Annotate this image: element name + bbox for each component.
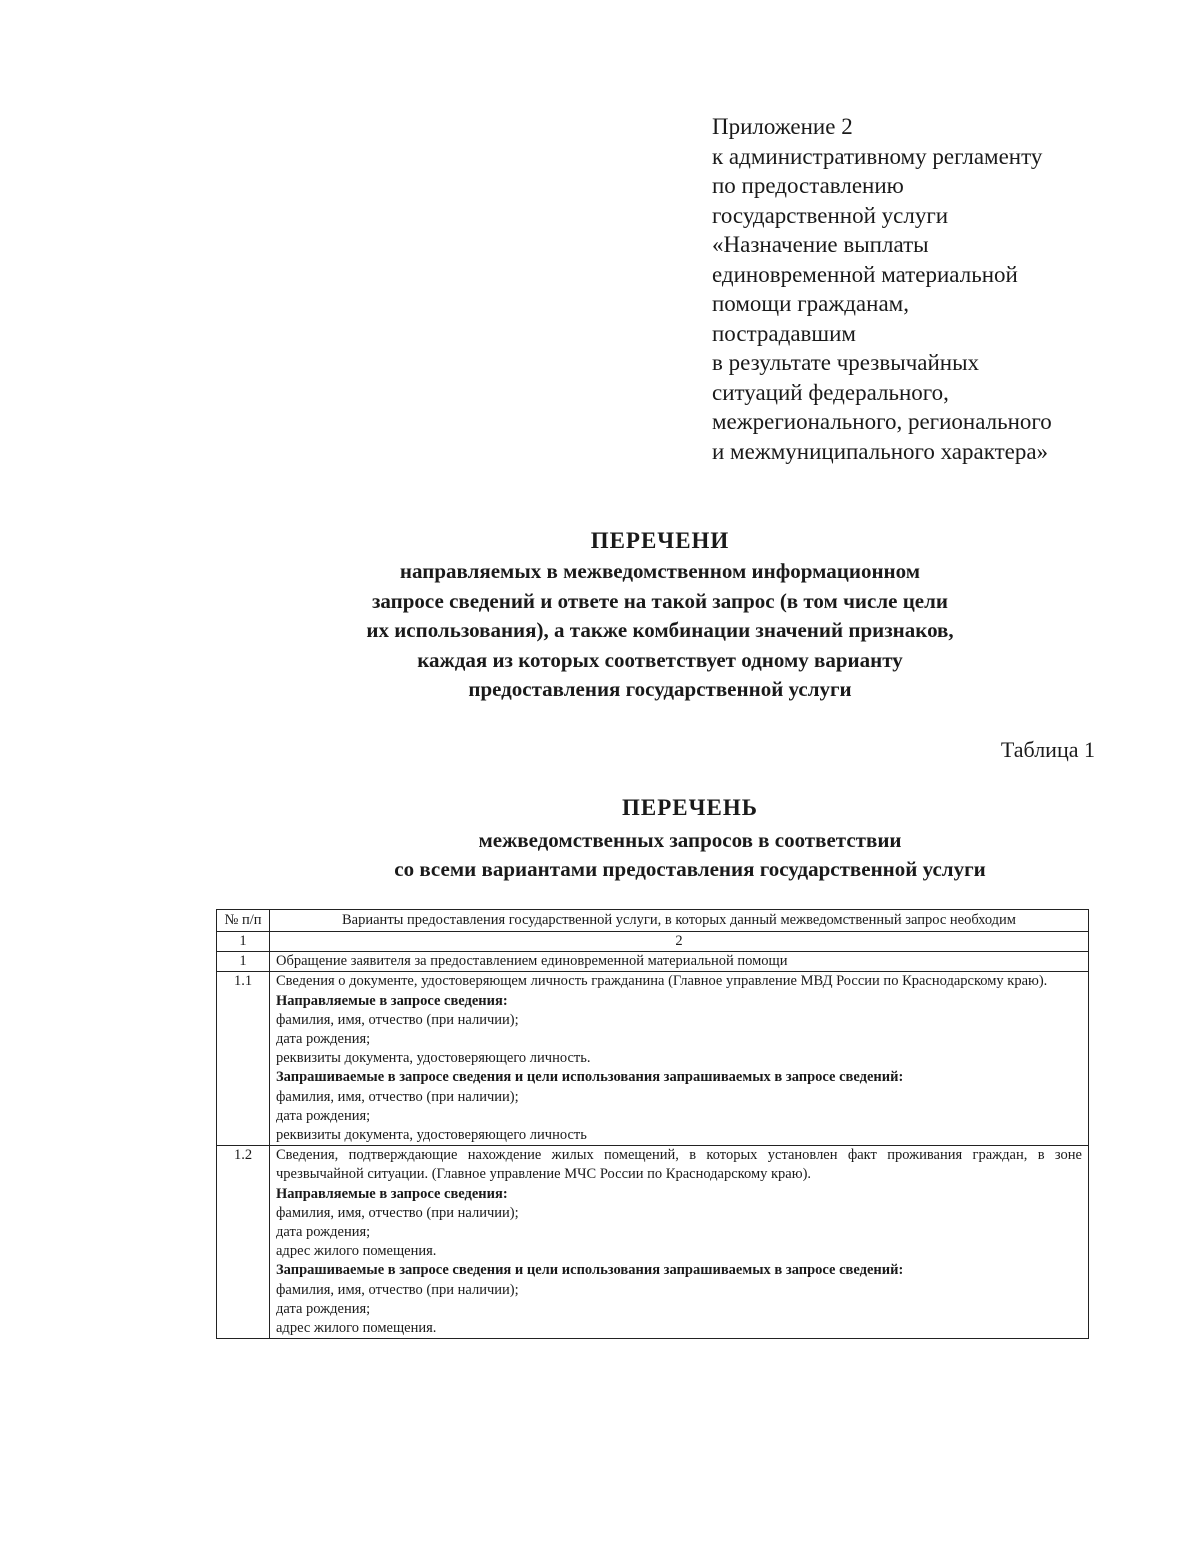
list-subtitle <box>240 826 1140 884</box>
list-title: ПЕРЕЧЕНЬ <box>622 795 758 820</box>
section-text: Обращение заявителя за предоставлением единовременной материальной помощи <box>270 952 1089 971</box>
table-row <box>216 972 1089 1146</box>
appendix-line: «Назначение выплаты <box>712 232 929 257</box>
requested-item: адрес жилого помещения. <box>276 1320 437 1337</box>
row-num: 1.1 <box>216 972 270 1145</box>
row-content <box>270 972 1089 1145</box>
requested-label: Запрашиваемые в запросе сведения и цели использования запрашиваемых в запросе сведений: <box>276 1069 904 1086</box>
column-number-2: 2 <box>270 932 1089 951</box>
appendix-line: в результате чрезвычайных <box>712 350 980 375</box>
appendix-line: межрегионального, регионального <box>712 409 1052 434</box>
sent-item: дата рождения; <box>276 1031 371 1048</box>
row-num: 1.2 <box>216 1146 270 1338</box>
appendix-block <box>712 112 1132 466</box>
appendix-line: единовременной материальной <box>712 261 1018 287</box>
column-number-1: 1 <box>216 932 270 951</box>
list-subtitle-line: со всеми вариантами предоставления государственной услуги <box>394 857 986 881</box>
appendix-line: ситуаций федерального, <box>712 379 949 405</box>
sent-item: адрес жилого помещения. <box>276 1243 437 1260</box>
row-intro: Сведения о документе, удостоверяющем личность гражданина (Главное управление МВД России по Краснодарскому краю). <box>276 973 1048 990</box>
table-header-row <box>216 909 1089 932</box>
lists-subtitle-line: каждая из которых соответствует одному варианту <box>417 647 903 672</box>
lists-heading <box>240 526 1080 705</box>
section-row <box>216 952 1089 972</box>
appendix-line: государственной услуги <box>712 202 949 228</box>
lists-subtitle-line: запросе сведений и ответе на такой запрос (в том числе цели <box>371 588 949 613</box>
header-desc: Варианты предоставления государственной услуги, в которых данный межведомственный запрос необходим <box>270 910 1089 931</box>
lists-subtitle-line: направляемых в межведомственном информационном <box>399 559 921 583</box>
table-row <box>216 1146 1089 1339</box>
sent-label: Направляемые в запросе сведения: <box>276 1185 508 1202</box>
requests-table <box>216 909 1089 1339</box>
appendix-line: помощи гражданам, <box>712 291 909 316</box>
appendix-line: и межмуниципального характера» <box>712 438 1049 464</box>
lists-subtitle <box>240 557 1080 705</box>
header-num: № п/п <box>216 910 270 931</box>
sent-label: Направляемые в запросе сведения: <box>276 992 508 1009</box>
row-intro: Сведения, подтверждающие нахождение жилых помещений, в которых установлен факт проживания граждан, в зоне чрезвычайной ситуации. (Главное управление МЧС России по Краснодарскому краю). <box>276 1147 1082 1183</box>
requested-label: Запрашиваемые в запросе сведения и цели использования запрашиваемых в запросе сведений: <box>276 1262 904 1279</box>
requested-item: фамилия, имя, отчество (при наличии); <box>276 1088 519 1105</box>
requested-item: реквизиты документа, удостоверяющего личность <box>276 1127 587 1144</box>
sent-item: фамилия, имя, отчество (при наличии); <box>276 1011 519 1028</box>
sent-item: дата рождения; <box>276 1224 371 1241</box>
appendix-line: Приложение 2 <box>712 114 853 139</box>
sent-item: реквизиты документа, удостоверяющего личность. <box>276 1050 591 1067</box>
appendix-line: по предоставлению <box>712 173 904 198</box>
appendix-line: к административному регламенту <box>712 143 1043 169</box>
requested-item: дата рождения; <box>276 1300 371 1317</box>
section-num: 1 <box>216 952 270 971</box>
list-heading <box>240 793 1140 884</box>
row-content <box>270 1146 1089 1338</box>
lists-title: ПЕРЕЧЕНИ <box>590 528 730 553</box>
column-number-row <box>216 932 1089 952</box>
appendix-line: пострадавшим <box>712 320 856 346</box>
lists-subtitle-line: предоставления государственной услуги <box>468 677 852 701</box>
requested-item: дата рождения; <box>276 1107 371 1124</box>
lists-subtitle-line: их использования), а также комбинации значений признаков, <box>366 618 954 642</box>
requested-item: фамилия, имя, отчество (при наличии); <box>276 1281 519 1298</box>
sent-item: фамилия, имя, отчество (при наличии); <box>276 1204 519 1221</box>
list-subtitle-line: межведомственных запросов в соответствии <box>478 828 902 852</box>
table-label: Таблица 1 <box>1000 737 1095 762</box>
